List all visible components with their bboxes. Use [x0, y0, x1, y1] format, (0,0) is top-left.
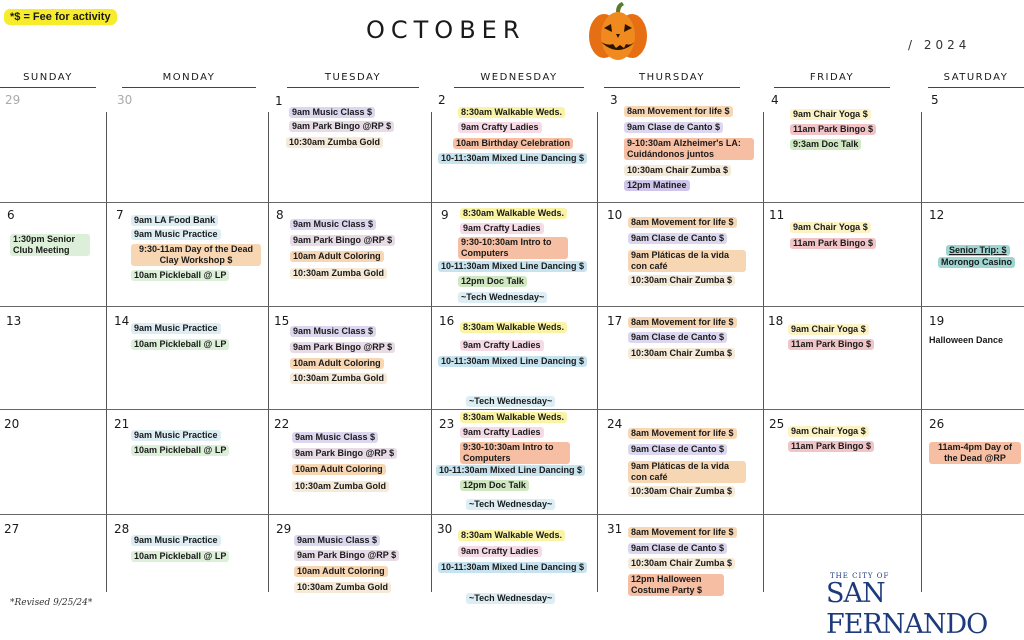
header-monday: MONDAY	[162, 72, 216, 83]
event-tag: 9am Music Class $	[294, 535, 380, 546]
event-tag: 9am Music Class $	[290, 219, 376, 230]
event-tag: 9am Music Practice	[131, 229, 221, 240]
event-tag: Morongo Casino	[938, 257, 1015, 268]
week-divider	[0, 306, 1024, 307]
header-rule	[454, 87, 584, 88]
event-tag: 9am Pláticas de la vida con café	[628, 250, 746, 272]
event-tag: 9am Park Bingo @RP $	[290, 235, 395, 246]
event-tag: 9:30-10:30am Intro to Computers	[458, 237, 568, 259]
event-tag: 9am Clase de Canto $	[628, 332, 727, 343]
header-friday: FRIDAY	[809, 72, 855, 83]
event-tag: 9am LA Food Bank	[131, 215, 218, 226]
header-rule	[604, 87, 740, 88]
event-tag: 9:3am Doc Talk	[790, 139, 861, 150]
day-number: 9	[441, 208, 449, 222]
event-tag: 10am Pickleball @ LP	[131, 270, 229, 281]
day-number: 20	[4, 417, 20, 431]
event-tag: 11am Park Bingo $	[788, 339, 874, 350]
event-tag: 9am Clase de Canto $	[628, 444, 727, 455]
header-rule	[0, 87, 96, 88]
event-tag: 8:30am Walkable Weds.	[458, 107, 565, 118]
day-number: 30	[437, 522, 453, 536]
day-number: 17	[607, 314, 623, 328]
event-tag: 11am Park Bingo $	[790, 124, 876, 135]
day-number: 6	[7, 208, 15, 222]
day-number: 10	[607, 208, 623, 222]
day-number: 4	[771, 93, 779, 107]
column-divider	[921, 112, 922, 592]
day-number: 27	[4, 522, 20, 536]
event-tag: 9am Clase de Canto $	[624, 122, 723, 133]
event-tag: 9am Clase de Canto $	[628, 543, 727, 554]
event-tag: 12pm Matinee	[624, 180, 690, 191]
event-tag: 10:30am Zumba Gold	[292, 481, 389, 492]
event-tag: 12pm Doc Talk	[458, 276, 527, 287]
day-number: 16	[439, 314, 455, 328]
day-number: 12	[929, 208, 945, 222]
event-tag: 12pm Doc Talk	[460, 480, 529, 491]
day-number: 29	[5, 93, 21, 107]
week-divider	[0, 409, 1024, 410]
day-number: 14	[114, 314, 130, 328]
event-tag: 9am Music Class $	[292, 432, 378, 443]
event-tag: 10-11:30am Mixed Line Dancing $	[438, 356, 587, 367]
event-tag: 8:30am Walkable Weds.	[460, 322, 567, 333]
day-number: 26	[929, 417, 945, 431]
day-number: 11	[769, 208, 785, 222]
day-number: 2	[438, 93, 446, 107]
event-tag: 9am Crafty Ladies	[460, 223, 544, 234]
week-divider	[0, 514, 1024, 515]
event-tag: 9am Music Practice	[131, 323, 221, 334]
event-tag: 10:30am Zumba Gold	[290, 373, 387, 384]
event-tag: 9am Chair Yoga $	[788, 426, 869, 437]
day-number: 21	[114, 417, 130, 431]
event-tag: 8:30am Walkable Weds.	[460, 208, 567, 219]
day-number: 29	[276, 522, 292, 536]
event-tag: 9am Crafty Ladies	[460, 427, 544, 438]
event-tag: 10:30am Chair Zumba $	[628, 275, 735, 286]
event-tag: 10-11:30am Mixed Line Dancing $	[438, 562, 587, 573]
day-number: 3	[610, 93, 618, 107]
header-thursday: THURSDAY	[639, 72, 705, 83]
header-sunday: SUNDAY	[23, 72, 73, 83]
event-tag: 9am Chair Yoga $	[790, 109, 871, 120]
event-tag: 10-11:30am Mixed Line Dancing $	[438, 153, 587, 164]
event-tag: ~Tech Wednesday~	[466, 593, 555, 604]
header-rule	[122, 87, 256, 88]
event-tag: 10am Pickleball @ LP	[131, 551, 229, 562]
event-text: Halloween Dance	[929, 335, 1004, 345]
event-tag: 9am Park Bingo @RP $	[290, 342, 395, 353]
event-tag: 9am Pláticas de la vida con café	[628, 461, 746, 483]
day-number: 23	[439, 417, 455, 431]
revised-note: *Revised 9/25/24*	[10, 598, 93, 608]
event-tag: 9am Music Class $	[289, 107, 375, 118]
week-divider	[0, 202, 1024, 203]
day-number: 5	[931, 93, 939, 107]
day-number: 1	[275, 94, 283, 108]
event-tag: 10am Adult Coloring	[292, 464, 386, 475]
event-tag: 9am Clase de Canto $	[628, 233, 727, 244]
column-divider	[431, 112, 432, 592]
column-divider	[106, 112, 107, 592]
event-tag: 9am Chair Yoga $	[788, 324, 869, 335]
day-number: 25	[769, 417, 785, 431]
month-title: OCTOBER	[366, 16, 526, 44]
event-tag: 10-11:30am Mixed Line Dancing $	[436, 465, 585, 476]
event-tag: 9am Crafty Ladies	[460, 340, 544, 351]
event-tag: 11am-4pm Day of the Dead @RP	[929, 442, 1021, 464]
event-tag: 9:30-11am Day of the Dead Clay Workshop $	[131, 244, 261, 266]
event-tag: 10am Pickleball @ LP	[131, 445, 229, 456]
header-rule	[928, 87, 1024, 88]
event-tag: 9am Crafty Ladies	[458, 122, 542, 133]
event-tag: 8am Movement for life $	[628, 217, 737, 228]
column-divider	[763, 112, 764, 592]
event-tag: ~Tech Wednesday~	[466, 396, 555, 407]
event-tag: 9am Park Bingo @RP $	[289, 121, 394, 132]
event-tag: 10:30am Zumba Gold	[294, 582, 391, 593]
day-number: 7	[116, 208, 124, 222]
event-tag: 9am Music Practice	[131, 535, 221, 546]
event-tag: 8am Movement for life $	[628, 428, 737, 439]
event-tag: 10am Adult Coloring	[290, 251, 384, 262]
event-tag: 9:30-10:30am Intro to Computers	[460, 442, 570, 464]
event-tag: 8am Movement for life $	[628, 527, 737, 538]
event-tag: 10:30am Chair Zumba $	[628, 558, 735, 569]
event-tag: ~Tech Wednesday~	[466, 499, 555, 510]
event-tag: 10:30am Chair Zumba $	[628, 486, 735, 497]
event-tag: 9am Park Bingo @RP $	[292, 448, 397, 459]
column-divider	[597, 112, 598, 592]
header-rule	[287, 87, 419, 88]
event-tag: 11am Park Bingo $	[790, 238, 876, 249]
day-number: 13	[6, 314, 22, 328]
event-tag: 10am Birthday Celebration	[453, 138, 573, 149]
day-number: 18	[768, 314, 784, 328]
column-divider	[268, 112, 269, 592]
event-tag: 11am Park Bingo $	[788, 441, 874, 452]
day-number: 8	[276, 208, 284, 222]
day-number: 24	[607, 417, 623, 431]
day-number: 30	[117, 93, 133, 107]
day-number: 19	[929, 314, 945, 328]
city-logo-caption: THE CITY OF	[830, 572, 890, 580]
header-wednesday: WEDNESDAY	[480, 72, 558, 83]
event-tag: 12pm Halloween Costume Party $	[628, 574, 724, 596]
event-tag: 9-10:30am Alzheimer's LA: Cuidándonos juntos	[624, 138, 754, 160]
year-label: / 2024	[908, 38, 971, 52]
event-tag: 10am Pickleball @ LP	[131, 339, 229, 350]
event-tag: 10am Adult Coloring	[294, 566, 388, 577]
event-tag: ~Tech Wednesday~	[458, 292, 547, 303]
event-tag: 8:30am Walkable Weds.	[460, 412, 567, 423]
jack-o-lantern-icon	[586, 2, 650, 62]
event-tag: 9am Park Bingo @RP $	[294, 550, 399, 561]
event-tag: 8am Movement for life $	[628, 317, 737, 328]
day-number: 22	[274, 417, 290, 431]
header-saturday: SATURDAY	[943, 72, 1009, 83]
header-tuesday: TUESDAY	[324, 72, 382, 83]
event-tag: 9am Crafty Ladies	[458, 546, 542, 557]
event-tag: 9am Music Practice	[131, 430, 221, 441]
event-tag: 1:30pm Senior Club Meeting	[10, 234, 90, 256]
event-tag: 10:30am Chair Zumba $	[628, 348, 735, 359]
fee-legend-badge: *$ = Fee for activity	[4, 9, 117, 25]
event-tag: 10am Adult Coloring	[290, 358, 384, 369]
event-tag: 8am Movement for life $	[624, 106, 733, 117]
event-tag: 8:30am Walkable Weds.	[458, 530, 565, 541]
event-tag: 10-11:30am Mixed Line Dancing $	[438, 261, 587, 272]
day-number: 28	[114, 522, 130, 536]
event-tag: 10:30am Chair Zumba $	[624, 165, 731, 176]
day-number: 31	[607, 522, 623, 536]
event-tag: 10:30am Zumba Gold	[290, 268, 387, 279]
day-number: 15	[274, 314, 290, 328]
event-tag[interactable]: Senior Trip: $	[946, 245, 1010, 256]
city-logo: SAN FERNANDO	[826, 578, 988, 640]
event-tag: 9am Music Class $	[290, 326, 376, 337]
event-tag: 10:30am Zumba Gold	[286, 137, 383, 148]
header-rule	[774, 87, 890, 88]
event-tag: 9am Chair Yoga $	[790, 222, 871, 233]
